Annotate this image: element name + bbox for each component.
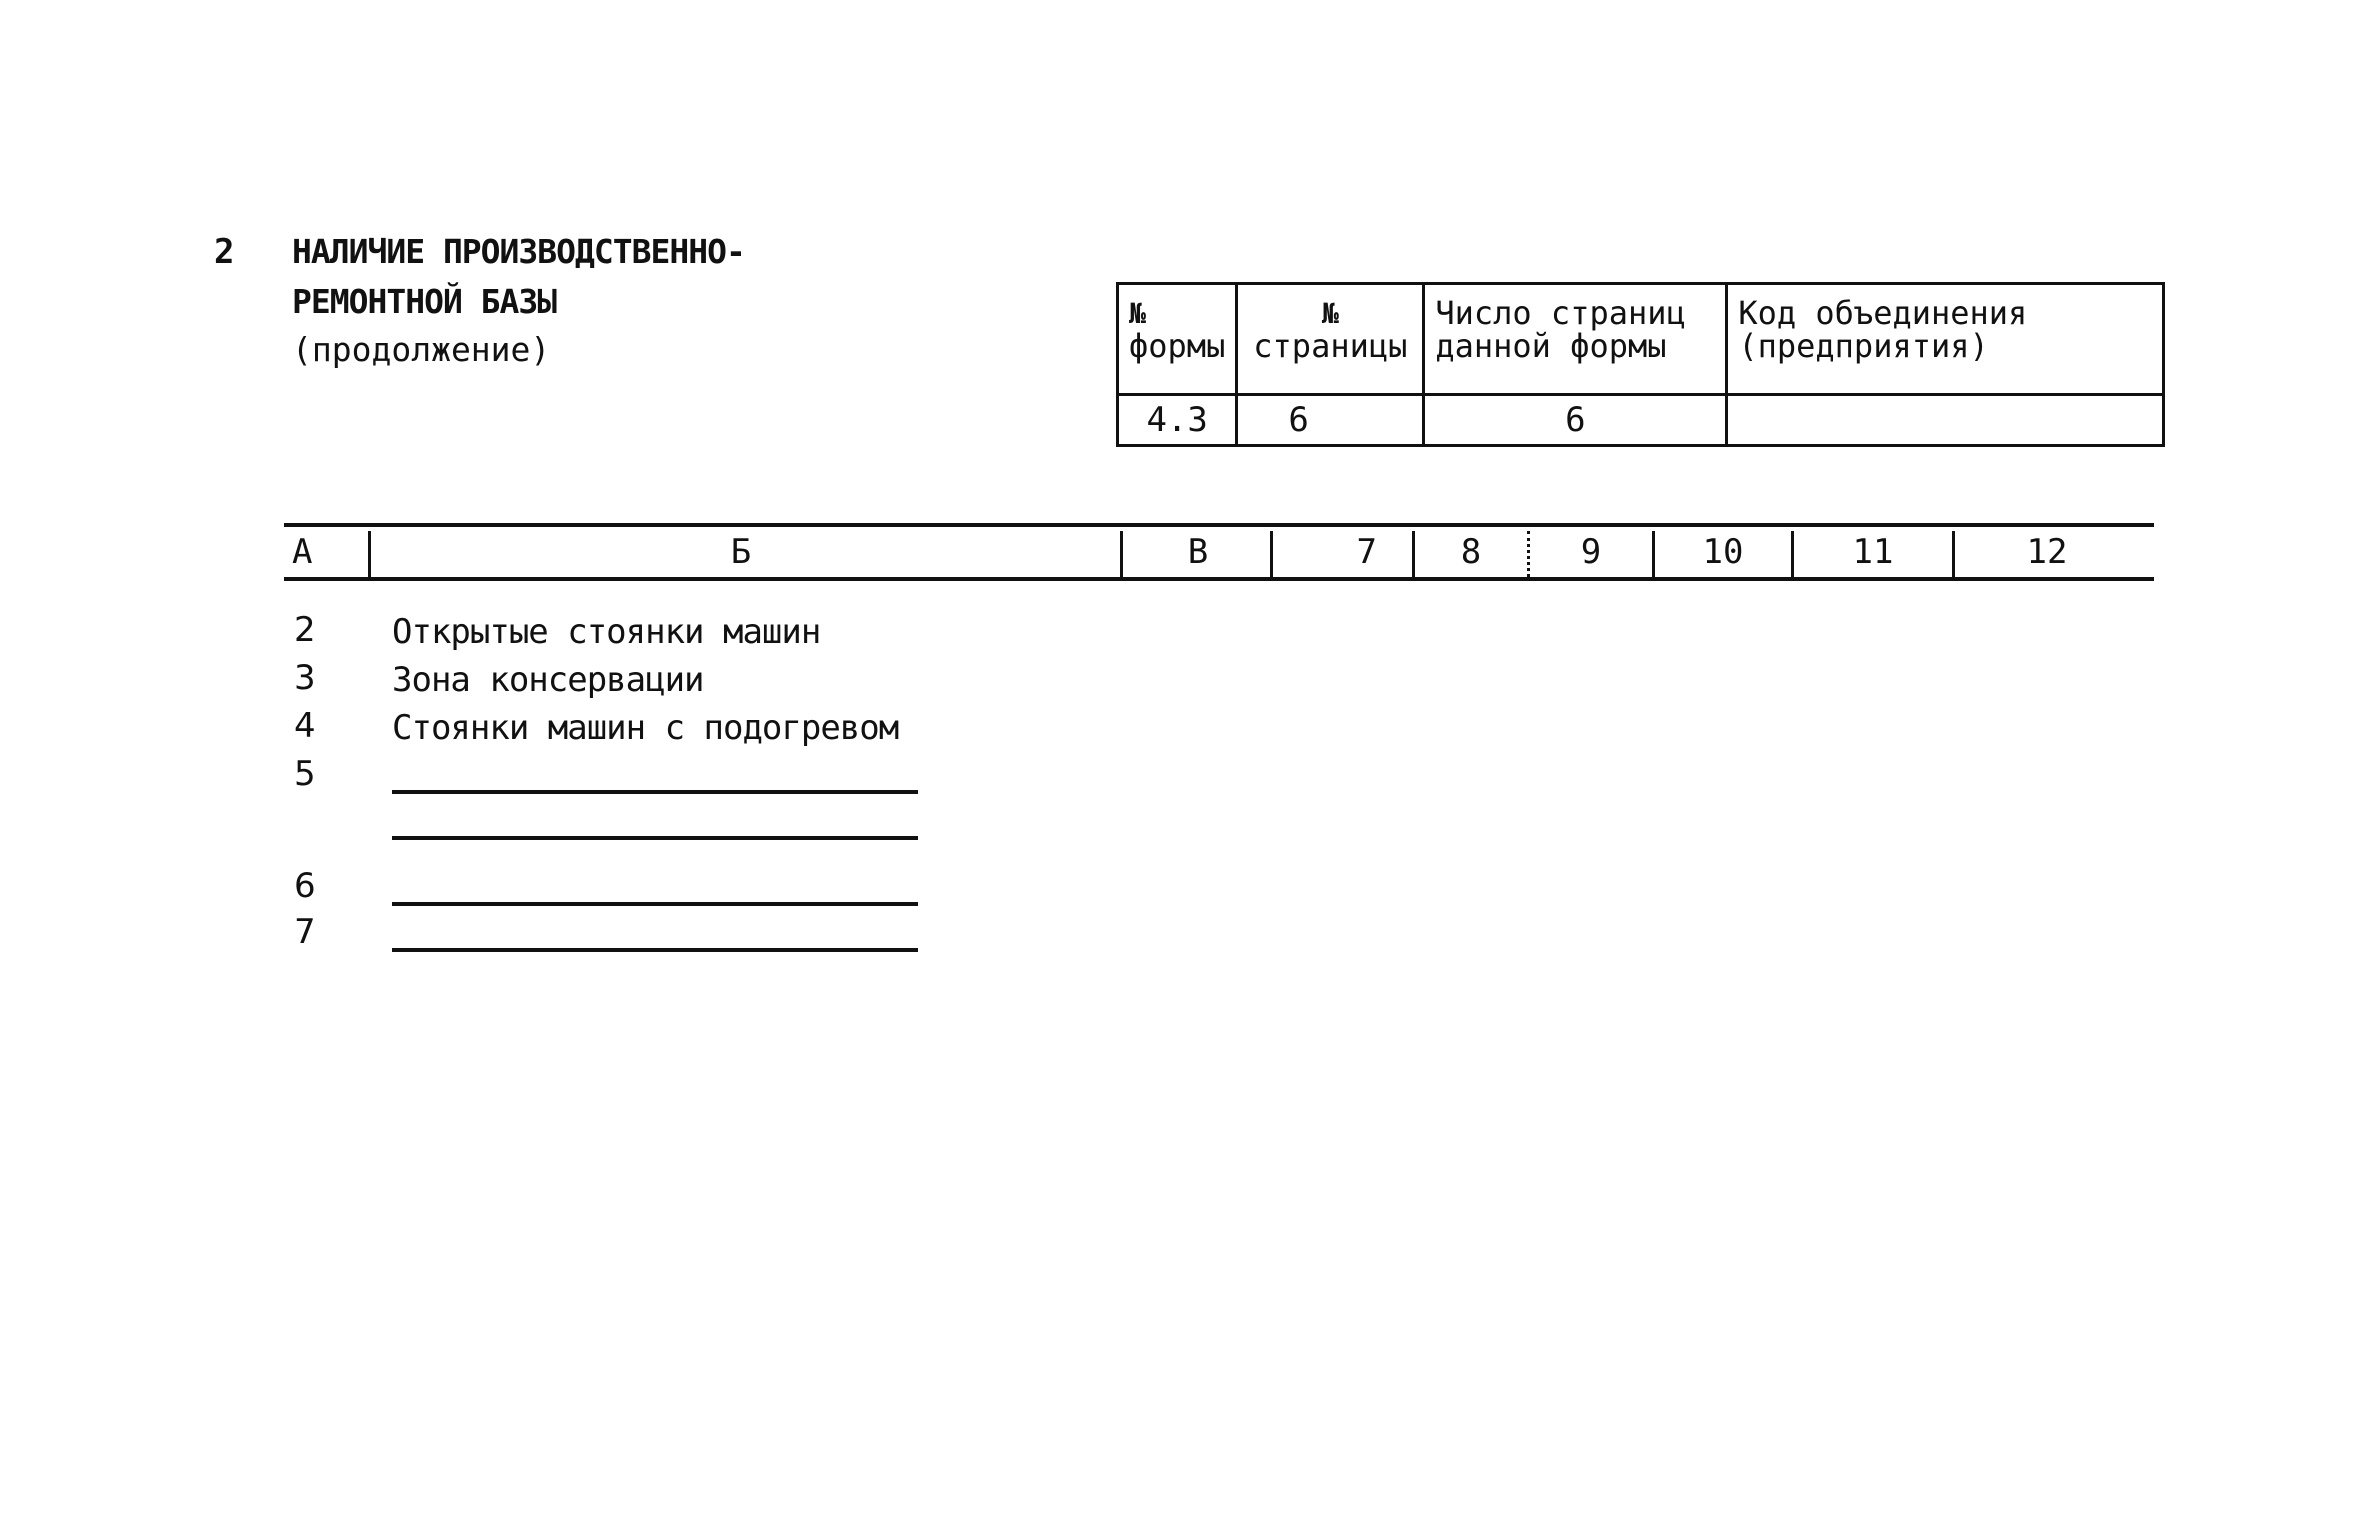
form-info-header-row <box>1118 284 2164 395</box>
page-title-line-2: РЕМОНТНОЙ БАЗЫ <box>292 282 557 321</box>
column-header-9: 9 <box>1580 532 1602 572</box>
column-header-7: 7 <box>1356 532 1377 572</box>
page-number-header <box>1237 284 1424 395</box>
row-label: Стоянки машин с подогревом <box>392 708 899 748</box>
row-number: 2 <box>294 610 316 650</box>
enterprise-code-value <box>1727 395 2164 446</box>
blank-fill-line <box>392 790 918 794</box>
section-number: 2 <box>214 232 235 272</box>
row-label: Открытые стоянки машин <box>392 612 821 652</box>
pages-count-label-2: данной формы <box>1435 327 1667 365</box>
page-number-value: 6 <box>1237 395 1424 446</box>
number-sign: № <box>1129 297 1146 330</box>
row-number: 7 <box>294 912 316 952</box>
row-number: 3 <box>294 658 316 698</box>
form-number-value: 4.3 <box>1118 395 1237 446</box>
enterprise-code-label-1: Код объединения <box>1738 294 2028 332</box>
blank-fill-line <box>392 948 918 952</box>
blank-fill-line <box>392 836 918 840</box>
column-header-strip <box>284 523 2154 581</box>
form-number-header <box>1118 284 1237 395</box>
column-header-10: 10 <box>1702 532 1744 572</box>
pages-count-header <box>1424 284 1727 395</box>
column-header-a: А <box>292 532 313 572</box>
form-info-table <box>1116 282 2165 447</box>
form-info-values-row <box>1118 395 2164 446</box>
row-label: Зона консервации <box>392 660 704 700</box>
page-title-line-1: НАЛИЧИЕ ПРОИЗВОДСТВЕННО- <box>292 232 745 271</box>
pages-count-label-1: Число страниц <box>1435 294 1686 332</box>
column-header-12: 12 <box>2026 532 2068 572</box>
page-subtitle: (продолжение) <box>292 330 551 369</box>
page-number-label: страницы <box>1253 327 1408 365</box>
form-number-label: формы <box>1129 327 1226 365</box>
enterprise-code-header <box>1727 284 2164 395</box>
row-number: 4 <box>294 706 316 746</box>
column-header-b: Б <box>730 532 752 572</box>
column-header-8: 8 <box>1460 532 1482 572</box>
pages-count-value: 6 <box>1424 395 1727 446</box>
enterprise-code-label-2: (предприятия) <box>1738 327 1989 365</box>
number-sign: № <box>1321 297 1339 330</box>
row-number: 6 <box>294 866 316 906</box>
column-header-v: В <box>1187 532 1209 572</box>
column-header-11: 11 <box>1852 532 1894 572</box>
blank-fill-line <box>392 902 918 906</box>
row-number: 5 <box>294 754 316 794</box>
